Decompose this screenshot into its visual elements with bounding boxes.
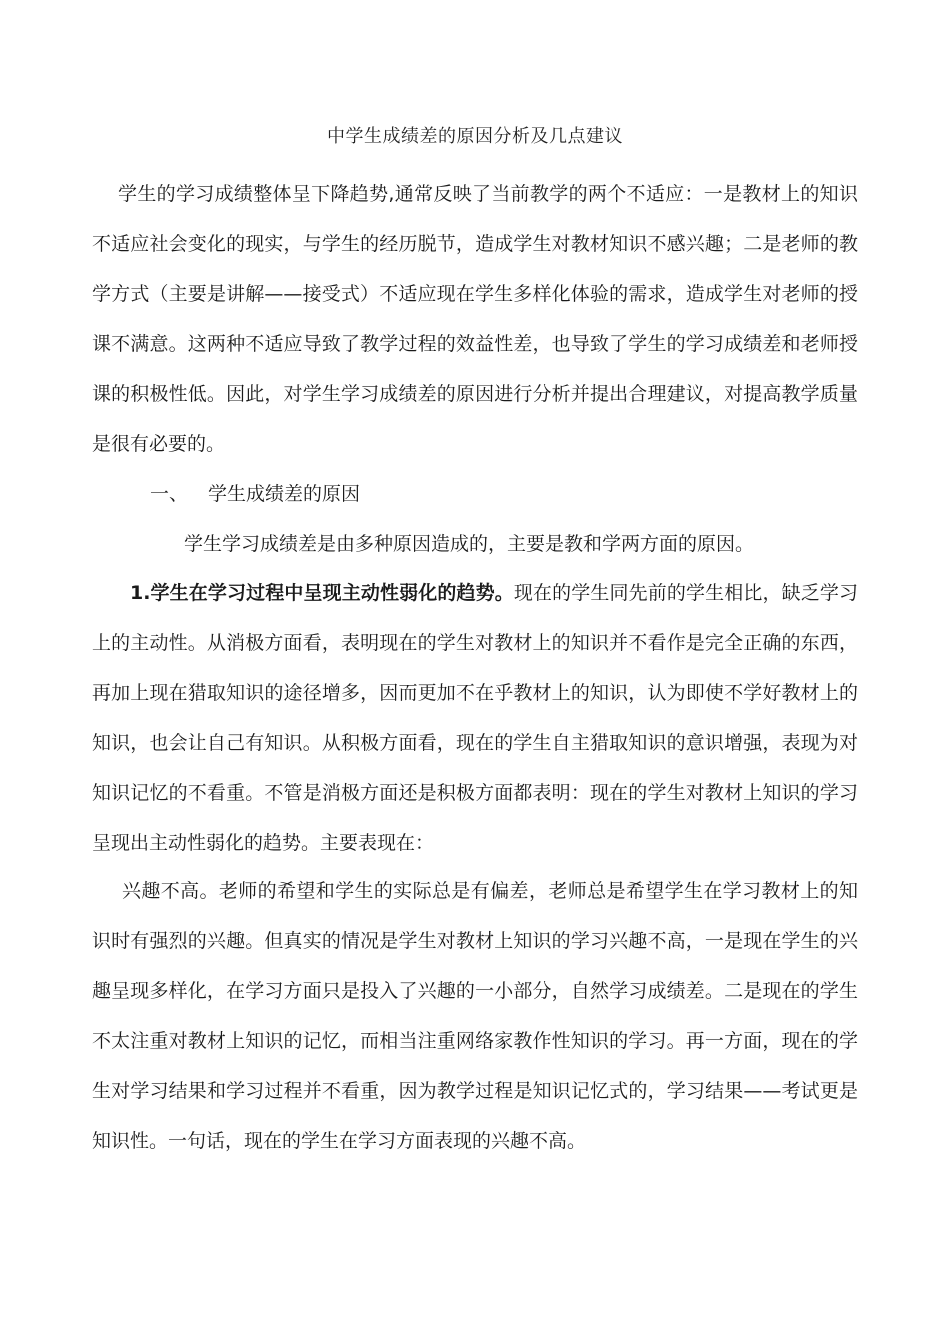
interest-paragraph: 兴趣不高。老师的希望和学生的实际总是有偏差，老师总是希望学生在学习教材上的知识时有强烈的兴趣。但真实的情况是学生对教材上知识的学习兴趣不高，一是现在学生的兴趣呈现多样化，在学习方面只是投入了兴趣的一小部分，自然学习成绩差。二是现在的学生不太注重对教材上知识的记忆，而相当注重网络家教作性知识的学习。再一方面，现在的学生对学习结果和学习过程并不看重，因为教学过程是知识记忆式的，学习结果——考试更是知识性。一句话，现在的学生在学习方面表现的兴趣不高。 <box>92 880 858 1152</box>
section-number: 一、 <box>150 483 189 505</box>
point-1-body: 现在的学生同先前的学生相比，缺乏学习上的主动性。从消极方面看，表明现在的学生对教材上的知识并不看作是完全正确的东西，再加上现在猎取知识的途径增多，因而更加不在乎教材上的知识，认为即使不学好教材上的知识，也会让自己有知识。从积极方面看，现在的学生自主猎取知识的意识增强，表现为对知识记忆的不看重。不管是消极方面还是积极方面都表明：现在的学生对教材上知识的学习呈现出主动性弱化的趋势。主要表现在： <box>92 582 858 854</box>
point-1-lead: 1.学生在学习过程中呈现主动性弱化的趋势。 <box>130 582 514 604</box>
document-title: 中学生成绩差的原因分析及几点建议 <box>327 126 623 147</box>
section-summary: 学生学习成绩差是由多种原因造成的，主要是教和学两方面的原因。 <box>184 533 755 555</box>
point-1-paragraph <box>92 568 858 868</box>
section-title: 学生成绩差的原因 <box>208 483 361 505</box>
section-heading <box>150 480 360 508</box>
intro-paragraph: 学生的学习成绩整体呈下降趋势,通常反映了当前教学的两个不适应：一是教材上的知识不适应社会变化的现实，与学生的经历脱节，造成学生对教材知识不感兴趣；二是老师的教学方式（主要是讲解——接受式）不适应现在学生多样化体验的需求，造成学生对老师的授课不满意。这两种不适应导致了教学过程的效益性差，也导致了学生的学习成绩差和老师授课的积极性低。因此，对学生学习成绩差的原因进行分析并提出合理建议，对提高教学质量是很有必要的。 <box>92 183 858 455</box>
